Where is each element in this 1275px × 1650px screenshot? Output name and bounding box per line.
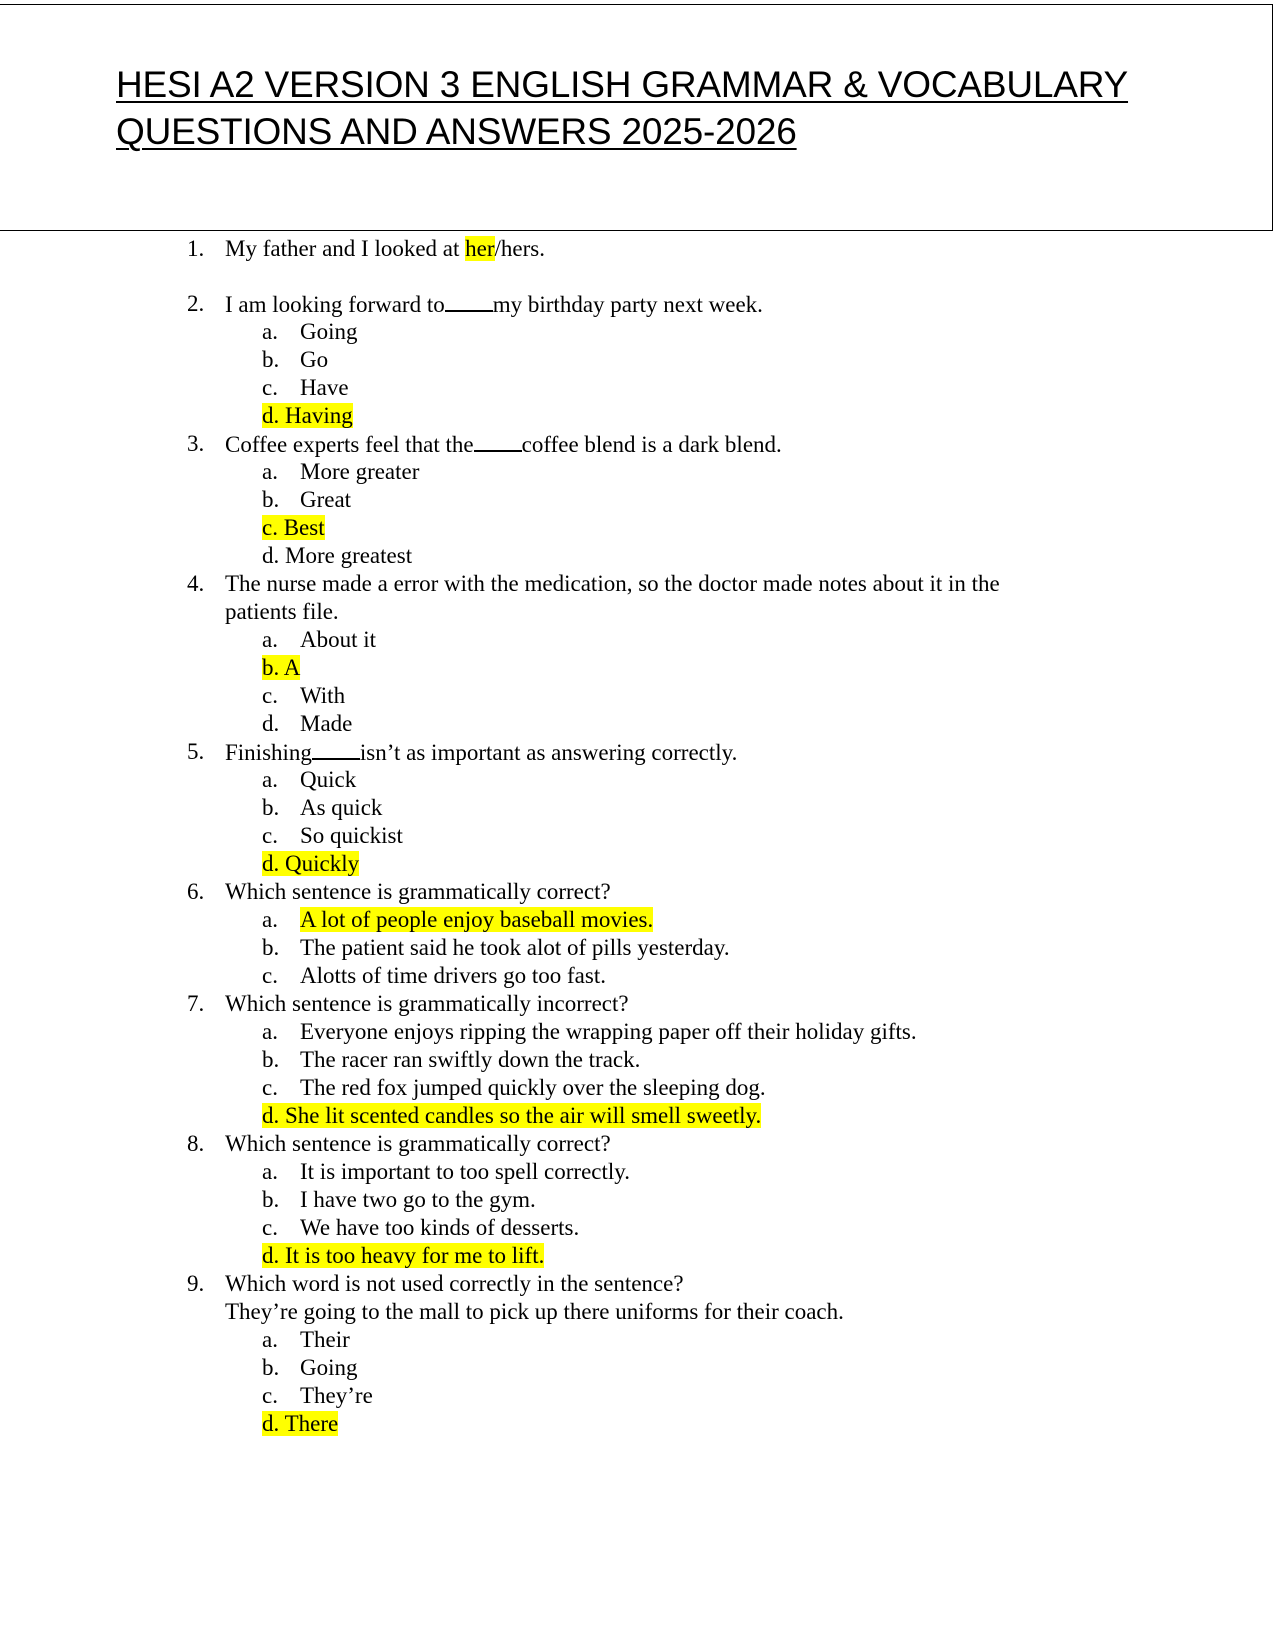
option-text: Made [300,711,353,736]
option-text: Having [285,403,353,428]
option-letter: b. [262,347,280,372]
question-text-line2: patients file. [225,599,339,624]
option-letter: c. [262,683,278,708]
option-text: A lot of people enjoy baseball movies. [300,907,654,932]
question-number: 3. [187,431,205,456]
option-text: There [284,1411,339,1436]
question-text: My father and I looked at [225,236,466,261]
option-text: More greater [300,459,420,484]
option-letter: b. [262,795,280,820]
option-letter: b. [262,935,280,960]
option-text: Going [300,1355,358,1380]
option-text: Their [300,1327,350,1352]
option-a [262,1326,350,1354]
option-text: A [283,655,301,680]
option-letter: d. [262,1103,280,1128]
option-b-answer [262,654,300,682]
option-d-answer [262,850,359,878]
option-text: With [300,683,346,708]
question-text: The nurse made a error with the medication, so the doctor made notes about it in the [225,571,1000,596]
answer-blank [474,430,522,452]
option-text: So quickist [300,823,403,848]
option-letter: b. [262,655,280,680]
option-a [262,626,376,654]
option-letter: c. [262,1383,278,1408]
option-letter: a. [262,319,278,344]
question-text: Coffee experts feel that the [225,432,474,457]
question-text-end: coffee blend is a dark blend. [521,432,782,457]
option-text: More greatest [285,543,413,568]
option-letter: b. [262,1355,280,1380]
option-letter: a. [262,1327,278,1352]
option-letter: d. [262,403,280,428]
option-letter: b. [262,1187,280,1212]
option-text: We have too kinds of desserts. [300,1215,580,1240]
option-text: About it [300,627,377,652]
option-text: It is too heavy for me to lift. [285,1243,545,1268]
highlighted-answer: her [465,236,495,261]
option-c [262,374,349,402]
question-text: Which word is not used correctly in the sentence? [225,1271,684,1296]
option-text: I have two go to the gym. [300,1187,536,1212]
question-number: 5. [187,739,205,764]
option-d-answer [262,1410,338,1438]
title-box [0,4,1273,231]
answer-blank [312,738,360,760]
option-letter: a. [262,907,278,932]
option-d-answer [262,1102,761,1130]
question-text: I am looking forward to [225,292,445,317]
option-d [262,710,352,738]
option-letter: c. [262,375,278,400]
option-text: They’re [300,1383,373,1408]
document-title: HESI A2 VERSION 3 ENGLISH GRAMMAR & VOCABULARY QUESTIONS AND ANSWERS 2025-2026 [116,64,1129,152]
option-text: Best [283,515,325,540]
option-c-answer [262,514,325,542]
option-letter: d. [262,1243,280,1268]
option-a [262,458,419,486]
option-b [262,934,730,962]
question-text: Which sentence is grammatically incorrect? [225,991,629,1016]
option-a [262,766,356,794]
option-text: The red fox jumped quickly over the sleeping dog. [300,1075,766,1100]
option-b [262,1186,536,1214]
question-number: 8. [187,1131,205,1156]
option-letter: c. [262,1075,278,1100]
option-letter: c. [262,963,278,988]
option-letter: d. [262,711,280,736]
option-c [262,1074,766,1102]
option-letter: c. [262,515,278,540]
question-text-end: my birthday party next week. [492,292,763,317]
option-c [262,1382,373,1410]
question-number: 9. [187,1271,205,1296]
option-b [262,346,328,374]
option-letter: d. [262,851,280,876]
option-letter: a. [262,1019,278,1044]
option-a [262,1018,917,1046]
option-letter: b. [262,487,280,512]
option-text: Going [300,319,358,344]
option-b [262,794,382,822]
option-text: As quick [300,795,383,820]
option-b [262,1046,640,1074]
question-sentence: They’re going to the mall to pick up there uniforms for their coach. [225,1299,844,1324]
question-text: Which sentence is grammatically correct? [225,1131,611,1156]
option-text: Quickly [285,851,360,876]
option-b [262,1354,358,1382]
answer-blank [445,290,493,312]
option-text: Everyone enjoys ripping the wrapping paper off their holiday gifts. [300,1019,917,1044]
option-text: Have [300,375,349,400]
option-text: Go [300,347,329,372]
question-text: Finishing [225,740,312,765]
option-c [262,962,606,990]
question-text-end: isn’t as important as answering correctly. [359,740,738,765]
option-text: She lit scented candles so the air will smell sweetly. [285,1103,762,1128]
option-d [262,542,412,570]
option-letter: a. [262,767,278,792]
option-b [262,486,351,514]
question-text: Which sentence is grammatically correct? [225,879,611,904]
question-number: 7. [187,991,205,1016]
question-number: 2. [187,291,205,316]
option-letter: c. [262,823,278,848]
option-c [262,682,345,710]
question-number: 4. [187,571,205,596]
option-a [262,318,358,346]
option-c [262,822,403,850]
option-text: The patient said he took alot of pills yesterday. [300,935,730,960]
option-letter: a. [262,1159,278,1184]
option-text: Alotts of time drivers go too fast. [300,963,606,988]
option-a-answer [262,906,653,934]
option-letter: b. [262,1047,280,1072]
option-d-answer [262,402,353,430]
option-text: Great [300,487,352,512]
option-text: The racer ran swiftly down the track. [300,1047,641,1072]
option-d-answer [262,1242,544,1270]
option-text: It is important to too spell correctly. [300,1159,631,1184]
option-letter: d. [262,543,280,568]
question-number: 1. [187,236,205,261]
option-c [262,1214,579,1242]
option-text: Quick [300,767,357,792]
option-letter: a. [262,459,278,484]
question-number: 6. [187,879,205,904]
option-letter: c. [262,1215,278,1240]
option-letter: a. [262,627,278,652]
question-text-end: /hers. [494,236,545,261]
option-a [262,1158,630,1186]
option-letter: d. [262,1411,280,1436]
